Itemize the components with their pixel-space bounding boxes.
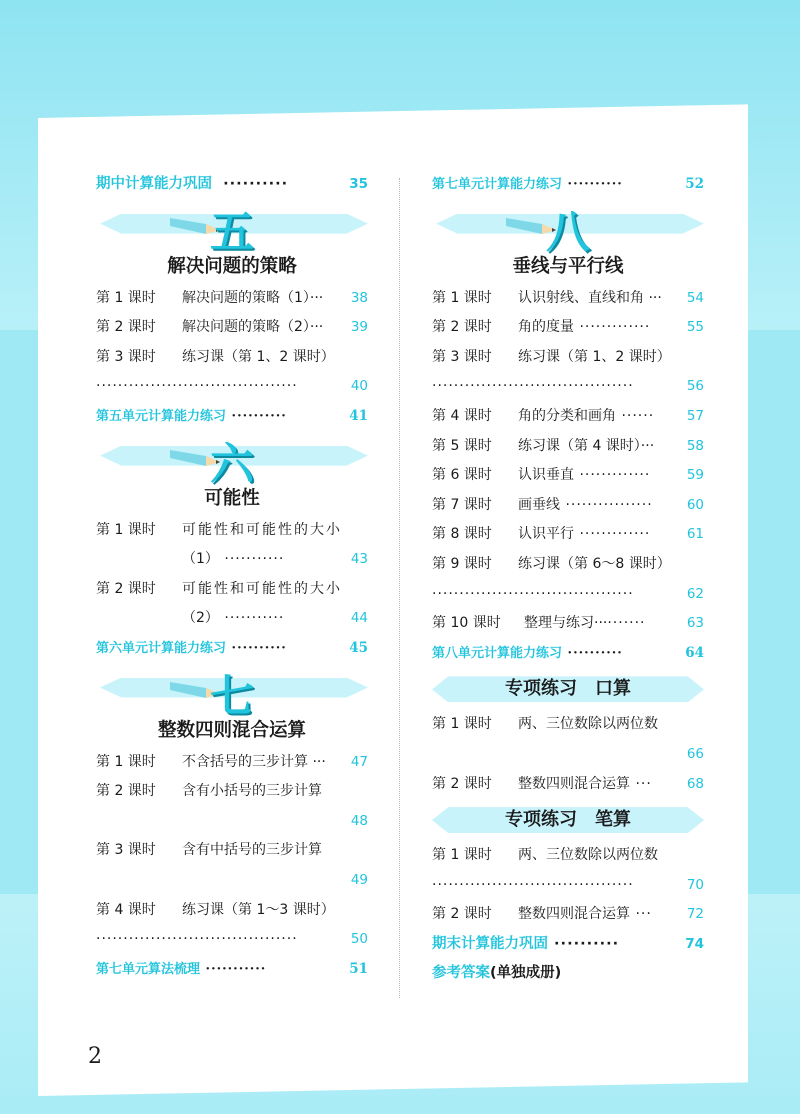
toc-entry[interactable] — [432, 461, 704, 491]
toc-entry[interactable] — [432, 770, 704, 800]
unit-banner-7 — [96, 664, 368, 722]
lesson-title: 解决问题的策略（1）··· — [182, 289, 324, 306]
page-number: 74 — [685, 935, 704, 952]
page-number: 38 — [350, 289, 368, 306]
page-number: 60 — [686, 496, 704, 513]
unit-banner-6 — [96, 432, 368, 490]
toc-entry-continuation[interactable] — [432, 372, 704, 402]
lesson-title: 画垂线 — [518, 496, 560, 513]
toc-entry-continuation[interactable] — [96, 807, 368, 837]
toc-entry[interactable] — [96, 575, 368, 605]
toc-entry-practice[interactable] — [432, 639, 704, 669]
special-banner-written — [432, 803, 704, 837]
page-number: 66 — [686, 745, 704, 762]
toc-entry[interactable] — [96, 516, 368, 546]
lesson-title: 练习课（第 1、2 课时） — [518, 348, 671, 365]
page-number: 50 — [350, 931, 368, 948]
lesson-title: 认识射线、直线和角 ··· — [518, 289, 662, 306]
page-number: 35 — [349, 176, 368, 192]
unit-numeral: 七 — [210, 670, 254, 722]
lesson-number: 第 2 课时 — [432, 319, 492, 336]
leader-dots: ·········· — [226, 408, 287, 424]
unit-title: 整数四则混合运算 — [157, 719, 306, 741]
toc-entry-practice[interactable] — [96, 955, 368, 985]
lesson-title: 练习课（第 6～8 课时） — [518, 555, 671, 572]
toc-entry[interactable] — [96, 896, 368, 926]
lesson-title: 可能性和可能性的大小 — [182, 521, 342, 538]
entry-label: 期末计算能力巩固 — [432, 935, 548, 952]
toc-entry[interactable] — [432, 609, 704, 639]
toc-entry[interactable] — [432, 343, 704, 373]
entry-label: 第七单元算法梳理 — [96, 961, 201, 977]
lesson-title: 角的度量 — [518, 319, 574, 336]
leader-dots: ·········· — [226, 640, 287, 656]
lesson-title: 练习课（第 1、2 课时） — [182, 348, 335, 365]
page-number: 70 — [686, 876, 704, 893]
page-number: 47 — [350, 753, 368, 770]
page-number: 39 — [350, 319, 368, 336]
toc-entry-continuation[interactable] — [96, 925, 368, 955]
lesson-title: 不含括号的三步计算 ··· — [182, 753, 326, 770]
lesson-title: 解决问题的策略（2）··· — [182, 319, 324, 336]
toc-entry[interactable] — [432, 491, 704, 521]
toc-entry[interactable] — [96, 313, 368, 343]
entry-note: (单独成册) — [490, 965, 562, 982]
toc-entry-continuation[interactable] — [96, 545, 368, 575]
toc-entry[interactable] — [96, 343, 368, 373]
lesson-title: 角的分类和画角 — [518, 407, 616, 424]
leader-dots: ················ — [560, 496, 653, 513]
lesson-title: 整数四则混合运算 — [518, 775, 630, 792]
leader-dots: ····································· — [432, 585, 634, 602]
page-number: 52 — [685, 176, 704, 192]
leader-dots: ············· — [574, 467, 651, 484]
page-number: 51 — [349, 960, 368, 977]
page-number: 45 — [349, 639, 368, 656]
column-divider — [399, 178, 400, 998]
page-number: 49 — [350, 871, 368, 888]
lesson-title: 练习课（第 1～3 课时） — [182, 901, 335, 918]
lesson-number: 第 1 课时 — [96, 521, 156, 538]
unit-numeral: 六 — [210, 438, 254, 490]
leader-dots: ·········· — [217, 176, 289, 192]
leader-dots: ·········· — [562, 645, 623, 661]
entry-label: 第七单元计算能力练习 — [432, 177, 563, 192]
leader-dots: ······ — [616, 407, 655, 424]
entry-label: 第六单元计算能力练习 — [96, 640, 227, 656]
lesson-number: 第 3 课时 — [96, 842, 156, 859]
toc-right-column — [432, 170, 704, 989]
entry-label: 期中计算能力巩固 — [96, 176, 212, 192]
leader-dots: ··········· — [218, 610, 285, 627]
toc-entry-answers[interactable] — [432, 959, 704, 989]
lesson-number: 第 1 课时 — [96, 753, 156, 770]
toc-entry-continuation[interactable] — [432, 740, 704, 770]
unit-numeral: 五 — [210, 206, 254, 258]
page-number: 64 — [685, 644, 704, 661]
toc-entry-final[interactable] — [432, 930, 704, 960]
leader-dots: ··· — [630, 906, 652, 923]
lesson-number: 第 7 课时 — [432, 496, 492, 513]
page-number: 57 — [686, 407, 704, 424]
toc-entry[interactable] — [96, 748, 368, 778]
lesson-number: 第 1 课时 — [432, 847, 492, 864]
unit-banner-5 — [96, 200, 368, 258]
page-number: 72 — [686, 906, 704, 923]
toc-entry[interactable] — [96, 777, 368, 807]
page-number: 58 — [686, 437, 704, 454]
leader-dots: ·········· — [562, 177, 623, 192]
lesson-number: 第 6 课时 — [432, 467, 492, 484]
unit-title: 可能性 — [204, 487, 260, 509]
page-number: 48 — [350, 812, 368, 829]
lesson-number: 第 1 课时 — [432, 289, 492, 306]
unit-numeral: 八 — [546, 206, 590, 258]
lesson-title-cont: （1） — [182, 551, 219, 568]
lesson-title-cont: （2） — [182, 610, 219, 627]
lesson-title: 两、三位数除以两位数 — [518, 716, 658, 733]
unit-banner-8 — [432, 200, 704, 258]
lesson-title: 两、三位数除以两位数 — [518, 847, 658, 864]
page-number: 41 — [349, 407, 368, 424]
page-number: 56 — [686, 378, 704, 395]
lesson-number: 第 2 课时 — [96, 783, 156, 800]
page-number: 63 — [686, 615, 704, 632]
leader-dots: ············· — [574, 319, 651, 336]
entry-label: 参考答案 — [432, 965, 490, 982]
page-number: 43 — [350, 551, 368, 568]
unit-title: 垂线与平行线 — [512, 255, 624, 277]
page-number: 40 — [350, 378, 368, 395]
toc-entry-continuation[interactable] — [96, 604, 368, 634]
toc-entry[interactable] — [432, 284, 704, 314]
lesson-title: 整数四则混合运算 — [518, 906, 630, 923]
toc-entry[interactable] — [96, 284, 368, 314]
toc-entry-continuation[interactable] — [432, 580, 704, 610]
leader-dots: ····································· — [96, 931, 298, 948]
entry-label: 第八单元计算能力练习 — [432, 645, 563, 661]
toc-entry[interactable] — [432, 402, 704, 432]
lesson-number: 第 2 课时 — [96, 319, 156, 336]
lesson-number: 第 1 课时 — [96, 289, 156, 306]
page-number: 62 — [686, 585, 704, 602]
lesson-number: 第 8 课时 — [432, 526, 492, 543]
leader-dots: ··· — [630, 775, 652, 792]
toc-entry[interactable] — [432, 313, 704, 343]
page-number: 68 — [686, 775, 704, 792]
page-number: 55 — [686, 319, 704, 336]
lesson-number: 第 3 课时 — [96, 348, 156, 365]
lesson-number: 第 4 课时 — [432, 407, 492, 424]
unit-title: 解决问题的策略 — [167, 255, 297, 277]
page-number: 44 — [350, 610, 368, 627]
page-number-footer: 2 — [88, 1044, 102, 1069]
leader-dots: ······· — [607, 615, 646, 632]
lesson-title: 可能性和可能性的大小 — [182, 580, 342, 597]
toc-entry[interactable] — [432, 432, 704, 462]
leader-dots: ··········· — [218, 551, 285, 568]
page-number: 54 — [686, 289, 704, 306]
toc-entry[interactable] — [96, 836, 368, 866]
toc-left-column — [96, 170, 368, 984]
leader-dots: ····································· — [96, 378, 298, 395]
special-banner-oral — [432, 672, 704, 706]
toc-entry[interactable] — [432, 550, 704, 580]
leader-dots: ············· — [574, 526, 651, 543]
lesson-title: 含有小括号的三步计算 — [182, 783, 322, 800]
special-title: 专项练习 笔算 — [505, 809, 631, 831]
lesson-number: 第 9 课时 — [432, 555, 492, 572]
leader-dots: ····································· — [432, 876, 634, 893]
toc-entry[interactable] — [432, 841, 704, 871]
toc-entry[interactable] — [432, 710, 704, 740]
page-number: 59 — [686, 467, 704, 484]
lesson-title: 认识平行 — [518, 526, 574, 543]
lesson-number: 第 10 课时 — [432, 615, 501, 632]
lesson-number: 第 2 课时 — [96, 580, 156, 597]
leader-dots: ····································· — [432, 378, 634, 395]
page-number: 61 — [686, 526, 704, 543]
leader-dots: ··········· — [200, 961, 267, 977]
lesson-title: 练习课（第 4 课时）··· — [518, 437, 655, 454]
toc-entry-continuation[interactable] — [96, 372, 368, 402]
lesson-number: 第 4 课时 — [96, 901, 156, 918]
lesson-number: 第 2 课时 — [432, 906, 492, 923]
lesson-title: 认识垂直 — [518, 467, 574, 484]
lesson-title: 整理与练习··· — [524, 615, 608, 632]
toc-entry[interactable] — [432, 520, 704, 550]
toc-entry-continuation[interactable] — [96, 866, 368, 896]
lesson-title: 含有中括号的三步计算 — [182, 842, 322, 859]
entry-label: 第五单元计算能力练习 — [96, 408, 227, 424]
toc-entry[interactable] — [432, 900, 704, 930]
special-title: 专项练习 口算 — [505, 678, 631, 700]
lesson-number: 第 3 课时 — [432, 348, 492, 365]
lesson-number: 第 5 课时 — [432, 437, 492, 454]
leader-dots: ·········· — [548, 935, 620, 952]
lesson-number: 第 2 课时 — [432, 775, 492, 792]
toc-entry-continuation[interactable] — [432, 871, 704, 901]
lesson-number: 第 1 课时 — [432, 716, 492, 733]
